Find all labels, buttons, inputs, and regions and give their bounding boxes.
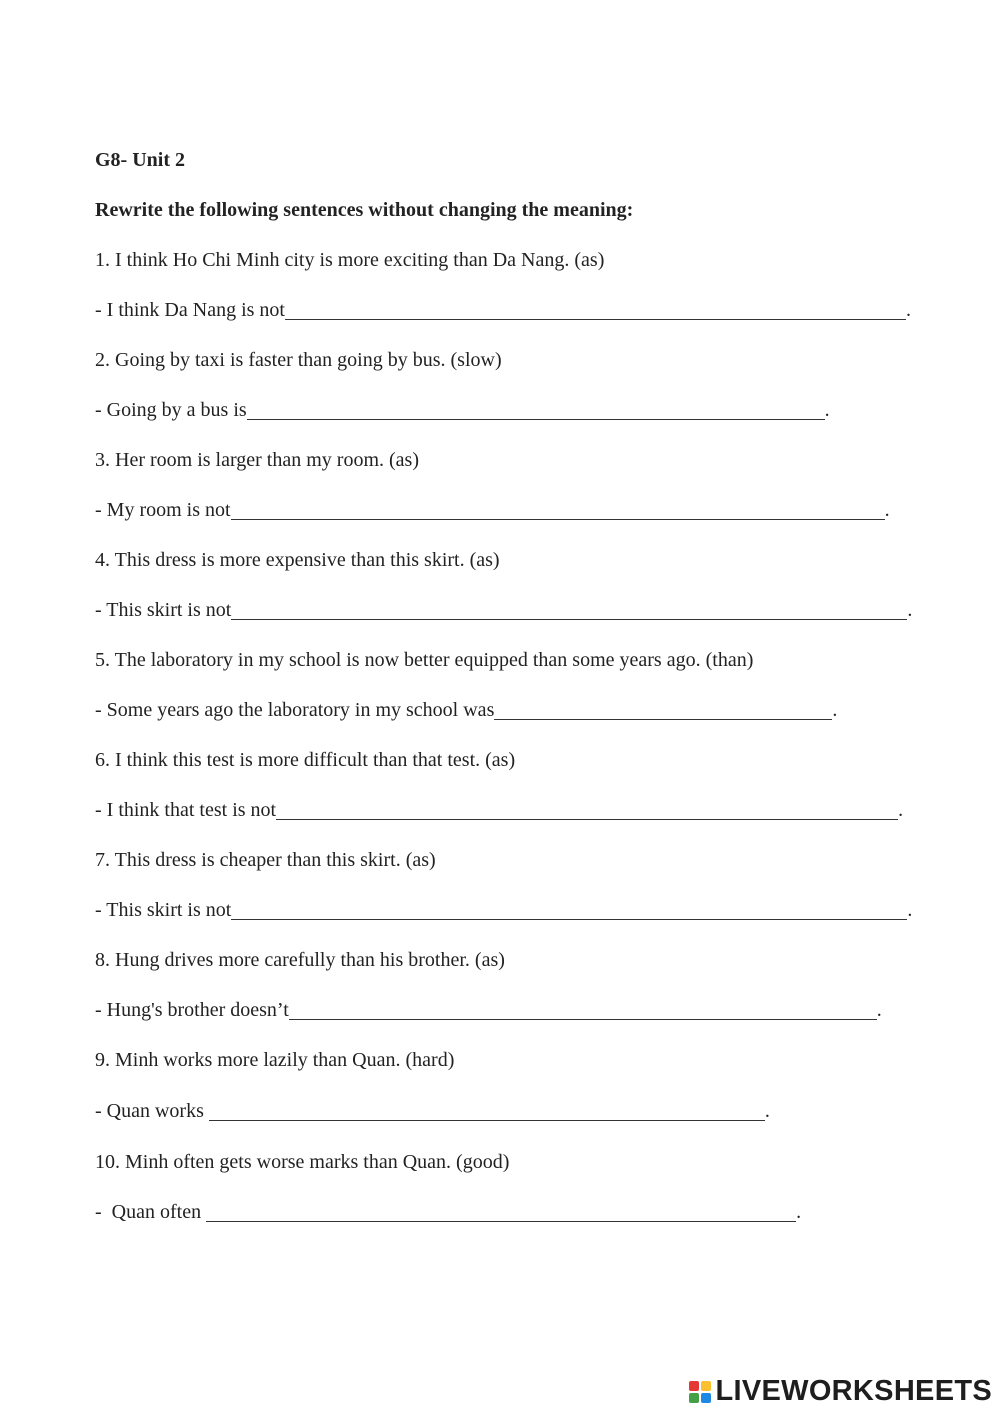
answer-start: - Some years ago the laboratory in my school was [95,699,495,721]
answer-line [95,798,903,822]
answer-end: . [876,999,882,1021]
answer-end: . [884,499,890,521]
answer-end: . [905,299,911,321]
answer-end: . [824,399,830,421]
question-prompt: 5. The laboratory in my school is now better equipped than some years ago. (than) [95,649,754,671]
page-title: G8- Unit 2 [95,149,185,171]
answer-start: - Quan works [95,1100,204,1122]
answer-blank[interactable] [209,1100,765,1121]
answer-start: - Hung's brother doesn’t [95,999,289,1021]
answer-blank[interactable] [494,699,832,720]
answer-blank[interactable] [231,599,907,620]
question-prompt: 7. This dress is cheaper than this skirt. (as) [95,849,436,871]
liveworksheets-logo-icon [689,1381,711,1403]
answer-line [95,498,890,522]
answer-blank[interactable] [206,1201,796,1222]
instruction: Rewrite the following sentences without changing the meaning: [95,199,634,221]
liveworksheets-logo [689,1375,993,1408]
answer-end: . [832,699,838,721]
answer-start: - This skirt is not [95,899,232,921]
question-prompt: 6. I think this test is more difficult than that test. (as) [95,749,516,771]
answer-line [95,1200,801,1224]
question-prompt: 3. Her room is larger than my room. (as) [95,449,419,471]
answer-line [95,1099,770,1123]
answer-blank[interactable] [231,499,885,520]
answer-end: . [764,1100,770,1122]
question-prompt: 10. Minh often gets worse marks than Quan. (good) [95,1151,510,1173]
answer-end: . [898,799,904,821]
question-prompt: 9. Minh works more lazily than Quan. (hard) [95,1049,455,1071]
answer-start: - My room is not [95,499,231,521]
answer-blank[interactable] [231,899,907,920]
answer-blank[interactable] [289,999,877,1020]
answer-start: - Quan often [95,1201,202,1223]
answer-line [95,598,912,622]
answer-line [95,698,837,722]
answer-end: . [907,899,913,921]
question-prompt: 2. Going by taxi is faster than going by bus. (slow) [95,349,502,371]
answer-blank[interactable] [276,799,898,820]
answer-start: - I think Da Nang is not [95,299,285,321]
answer-start: - I think that test is not [95,799,277,821]
answer-end: . [796,1201,802,1223]
question-prompt: 8. Hung drives more carefully than his brother. (as) [95,949,505,971]
answer-end: . [907,599,913,621]
answer-start: - This skirt is not [95,599,232,621]
answer-blank[interactable] [285,299,906,320]
answer-line [95,898,912,922]
answer-line [95,398,830,422]
answer-line [95,998,882,1022]
question-prompt: 1. I think Ho Chi Minh city is more exciting than Da Nang. (as) [95,249,605,271]
question-prompt: 4. This dress is more expensive than this skirt. (as) [95,549,500,571]
logo-text: LIVEWORKSHEETS [715,1375,992,1407]
answer-line [95,298,911,322]
answer-blank[interactable] [247,399,825,420]
answer-start: - Going by a bus is [95,399,247,421]
